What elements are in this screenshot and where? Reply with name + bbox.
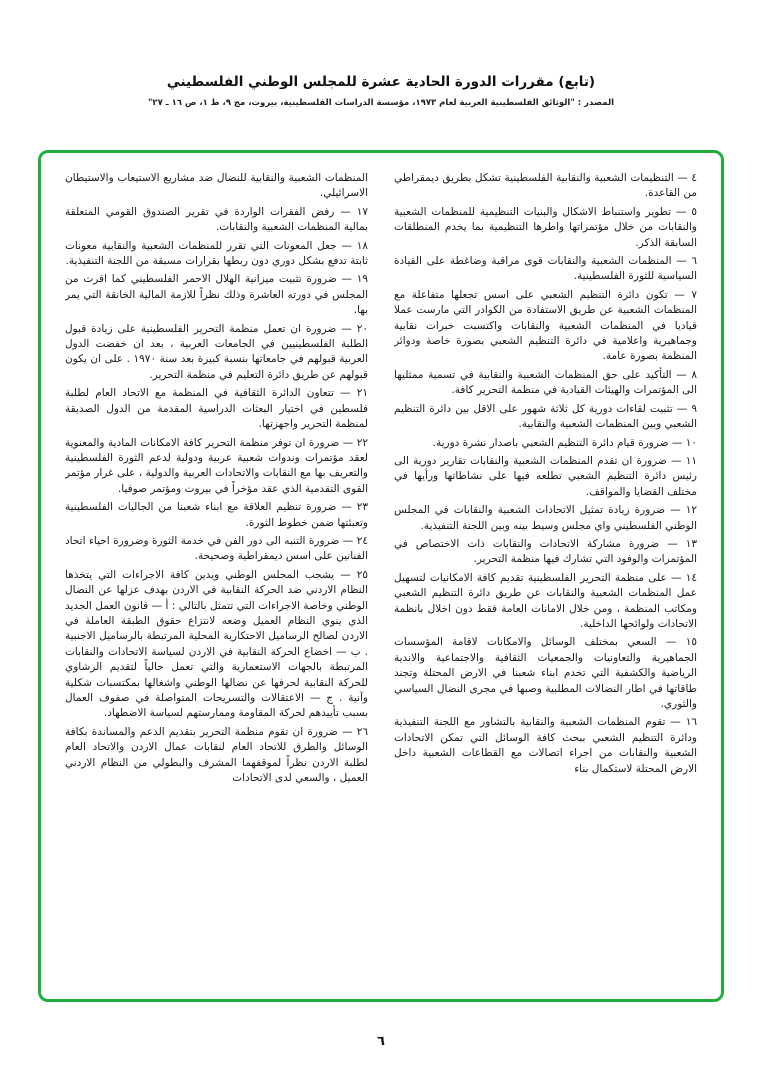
content-box (38, 150, 724, 1002)
paragraph: ١٦ — تقوم المنظمات الشعبية والنقابية بالتشاور مع اللجنة التنفيذية ودائرة التنظيم الشعبي ببحث كافة الوسائل التي تمكن الاتحادات الشعبية والنقابات من اجراء اتصالات مع القطاعات الشعبية داخل الارض المحتلة لاستكمال بناء (394, 716, 697, 775)
paragraph: ٦ — المنظمات الشعبية والنقابات قوى مراقبة وضاغطة على القيادة السياسية للثورة الفلسطينية. (394, 255, 697, 283)
paragraph: ١٠ — ضرورة قيام دائرة التنظيم الشعبي باصدار نشرة دورية. (432, 436, 697, 449)
page-header (0, 74, 762, 108)
paragraph: ٥ — تطوير واستنباط الاشكال والبنيات التنظيمية للمنظمات الشعبية والنقابات من خلال مؤتمراتها واطرها التنظيمية بما يخدم المنطلقات السابقة الذكر. (394, 205, 697, 249)
paragraph: ١٤ — على منظمة التحرير الفلسطينية تقديم كافة الامكانيات لتسهيل عمل المنظمات الشعبية والنقابات عن طريق دائرة التنظيم الشعبي ومكاتب المنظمة ، ومن خلال الامانات العامة فقط دون اخلال بانظمة الاتحادات ولوائحها الداخلية. (394, 571, 697, 630)
paragraph: ٧ — تكون دائرة التنظيم الشعبي على اسس تجعلها متفاعلة مع المنظمات الشعبية عن طريق الاستفادة من الكوادر التي مارست عملا قياديا في المنظمات الشعبية والنقابات واكتسبت خبرات نقابية وجماهيرية واعلامية في دائرة التنظيم الشعبي بصورة خاصة ودوائر المنظمة بصورة عامة. (394, 288, 697, 363)
paragraph: ١٥ — السعي بمختلف الوسائل والامكانات لاقامة المؤسسات الجماهيرية والتعاونيات والجمعيات الثقافية والاجتماعية والاندية الرياضية والكشفية التي تخدم ابناء شعبنا في الارض المحتلة وتجند طاقاتها في اطار النضالات المطلبية وصبها في مجرى النضال السياسي والثوري. (394, 636, 697, 710)
paragraph: ٢٣ — ضرورة تنظيم العلاقة مع ابناء شعبنا من الجاليات الفلسطينية وتعبئتها ضمن خطوط الثورة. (65, 501, 368, 529)
page-number: ٦ (377, 1034, 385, 1049)
paragraph: ١٩ — ضرورة تثبيت ميزانية الهلال الاحمر الفلسطيني كما اقرت من المجلس في دورته العاشرة وذلك نظراً للازمة المالية الخانقة التي يمر بها. (65, 273, 368, 317)
paragraph: ١٣ — ضرورة مشاركة الاتحادات والنقابات ذات الاختصاص في المؤتمرات والوفود التي تشارك فيها منظمة التحرير. (394, 537, 697, 566)
paragraph: ٢١ — تتعاون الدائرة الثقافية في المنظمة مع الاتحاد العام لطلبة فلسطين في اختيار البعثات الدراسية المقدمة من الدول الصديقة لمنظمة التحرير واجهزتها. (65, 387, 368, 431)
paragraph: المنظمات الشعبية والنقابية للنضال ضد مشاريع الاستيعاب والاستيطان الاسرائيلي. (65, 172, 368, 200)
page-title: (تابع) مقررات الدورة الحادية عشرة للمجلس الوطني الفلسطيني (166, 74, 596, 90)
paragraph: ٢٦ — ضرورة ان تقوم منظمة التحرير بتقديم الدعم والمساندة بكافة الوسائل والطرق للاتحاد العام لنقابات عمال الاردن والاتحاد العام لطلبة الاردن نظراً لموقفهما المشرف والبطولي من النظام الاردني العميل ، والسعي لدى الاتحادات (65, 725, 368, 785)
column-right (394, 171, 697, 985)
paragraph: ٤ — التنظيمات الشعبية والنقابية الفلسطينية تشكل بطريق ديمقراطي من القاعدة. (394, 172, 697, 200)
paragraph: ٢٥ — يشجب المجلس الوطني ويدين كافة الاجراءات التي يتخذها النظام الاردني ضد الحركة النقابية في الاردن بهدف عزلها عن النضال الوطني وخاصة الاجراءات التي تتمثل بالتالي : أ — قانون العمل الجديد الذي ينوي النظام العميل وضعه لانتزاع حقوق الطبقة العاملة في الاردن لصالح الرساميل الاحتكارية المحلية المرتبطة بالرساميل الاجنبية . ب — اخضاع الحركة النقابية في الاردن لسياسة الاتحادات والنقابات المرتبطة بالجهات الاستعمارية والتي تعمل حالياً لتقديم الرشاوي للحركة النقابية لحرفها عن نضالها الوطني واشغالها بمكتسبات شكلية وآنية . ج — الاعتقالات والتسريحات المتواصلة في صفوف العمال بسبب تأييدهم لحركة المقاومة وممارستهم لسياسة الاضطهاد. (65, 568, 368, 720)
text-columns (41, 153, 721, 999)
column-left (65, 171, 368, 985)
paragraph: ١٨ — جعل المعونات التي تقرر للمنظمات الشعبية والنقابية معونات ثابتة تدفع بشكل دوري دون ربطها بقرارات مسبقة من اللجنة التنفيذية. (65, 239, 368, 268)
paragraph: ٩ — تثبيت لقاءات دورية كل ثلاثة شهور على الاقل بين دائرة التنظيم الشعبي وبين المنظمات الشعبية والنقابية. (394, 402, 697, 431)
paragraph: ١١ — ضرورة ان تقدم المنظمات الشعبية والنقابات تقارير دورية الى رئيس دائرة التنظيم الشعبي تطلعه فيها على نشاطاتها ورأيها في مختلف القضايا والمواقف. (394, 454, 697, 498)
source-line: المصدر : "الوثائق الفلسطينية العربية لعام ١٩٧٣، مؤسسة الدراسات الفلسطينية، بيروت، مج ٩، ط ١، ص ١٦ ـ ٢٧" (147, 98, 615, 108)
paragraph: ١٧ — رفض الفقرات الواردة في تقرير الصندوق القومي المتعلقة بمالية المنظمات الشعبية والنقابات. (65, 205, 368, 234)
paragraph: ٢٤ — ضرورة التنبه الى دور الفن في خدمة الثورة وضرورة احياء اتحاد الفنانين على اسس ديمقراطية وصحيحة. (65, 534, 368, 563)
paragraph: ٢٠ — ضرورة ان تعمل منظمة التحرير الفلسطينية على زيادة قبول الطلبة الفلسطينيين في الجامعات العربية ، بعد ان خفضت الدول العربية قبولهم في جامعاتها بنسبة كبيرة بعد سنة ١٩٧٠ . على ان يكون قبولهم عن طريق دائرة التعليم في منظمة التحرير. (65, 322, 368, 381)
paragraph: ٨ — التأكيد على حق المنظمات الشعبية والنقابية في تسمية ممثليها الى المؤتمرات والهيئات القيادية في منظمة التحرير كافة. (394, 368, 697, 397)
paragraph: ١٢ — ضرورة زيادة تمثيل الاتحادات الشعبية والنقابات في المجلس الوطني الفلسطيني واي مجلس وسيط بينه وبين اللجنة التنفيذية. (394, 504, 697, 532)
paragraph: ٢٢ — ضرورة ان توفر منظمة التحرير كافة الامكانات المادية والمعنوية لعقد مؤتمرات وندوات شعبية عربية ودولية لدعم الثورة الفلسطينية والتعريف بها مع النقابات والاتحادات العربية والدولية ، على غرار مؤتمر القوى التقدمية الذي عقد مؤخراً في بيروت ومؤتمر صوفيا. (65, 436, 368, 495)
